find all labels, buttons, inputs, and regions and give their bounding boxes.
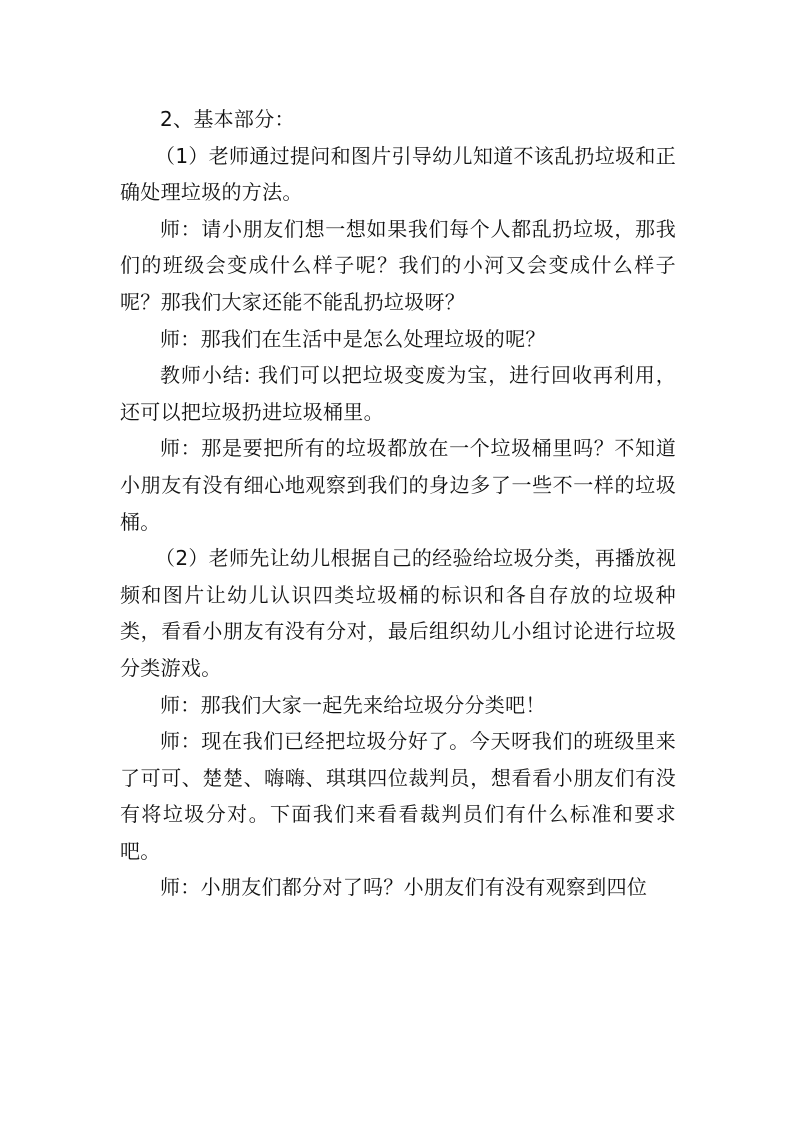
paragraph: 师：那是要把所有的垃圾都放在一个垃圾桶里吗？不知道小朋友有没有细心地观察到我们的身边多了一些不一样的垃圾桶。 [120,436,676,534]
paragraph: 师：那我们大家一起先来给垃圾分分类吧！ [160,692,546,717]
paragraph: 教师小结: 我们可以把垃圾变废为宝，进行回收再利用，还可以把垃圾扔进垃圾桶里。 [120,363,676,424]
paragraph: （1）老师通过提问和图片引导幼儿知道不该乱扔垃圾和正确处理垃圾的方法。 [120,143,676,205]
document-body [120,101,676,906]
paragraph: 师：请小朋友们想一想如果我们每个人都乱扔垃圾，那我们的班级会变成什么样子呢？我们的小河又会变成什么样子呢？那我们大家还能不能乱扔垃圾呀？ [120,216,676,314]
paragraph: 师：现在我们已经把垃圾分好了。今天呀我们的班级里来了可可、楚楚、嗨嗨、琪琪四位裁判员，想看看小朋友们有没有将垃圾分对。下面我们来看看裁判员们有什么标准和要求吧。 [120,729,676,863]
paragraph: 师：那我们在生活中是怎么处理垃圾的呢？ [160,326,546,351]
paragraph: （2）老师先让幼儿根据自己的经验给垃圾分类，再播放视频和图片让幼儿认识四类垃圾桶的标识和各自存放的垃圾种类，看看小朋友有没有分对，最后组织幼儿小组讨论进行垃圾分类游戏。 [120,546,676,680]
section-heading: 2、基本部分： [160,107,295,131]
paragraph: 师：小朋友们都分对了吗？小朋友们有没有观察到四位 [160,875,648,900]
